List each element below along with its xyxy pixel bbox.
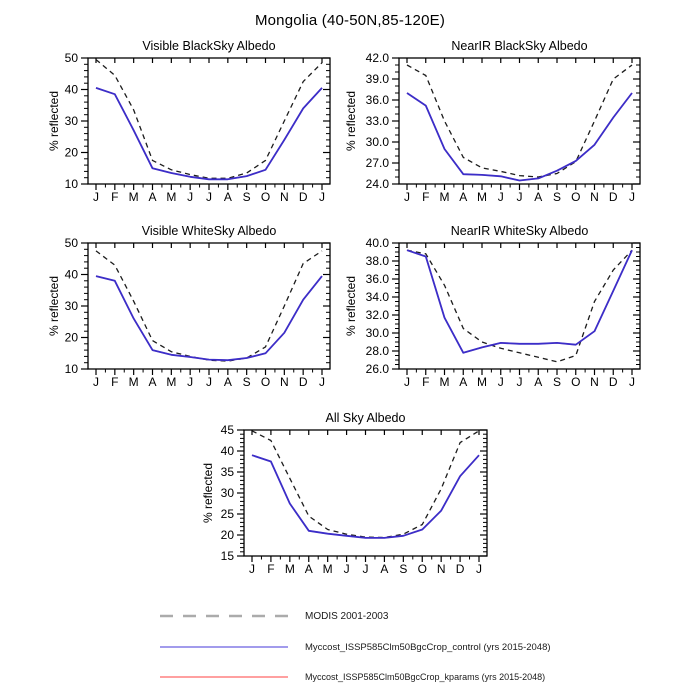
plot-frame [88, 58, 330, 184]
series-modis [252, 431, 479, 538]
x-tick-label: M [128, 375, 139, 389]
y-tick-label: 38.0 [365, 254, 389, 268]
y-tick-label: 20 [220, 528, 234, 542]
x-tick-label: F [422, 375, 430, 389]
x-tick-label: O [260, 190, 271, 204]
legend-line-modis-icon [160, 612, 288, 620]
plot-frame [88, 243, 330, 369]
chart-visible-blacksky [16, 32, 348, 220]
y-tick-label: 40 [64, 82, 78, 97]
x-tick-label: J [516, 375, 523, 389]
series-modis [96, 251, 322, 361]
x-tick-label: A [534, 190, 543, 204]
y-tick-label: 30 [220, 486, 234, 500]
chart-title: Visible BlackSky Albedo [142, 39, 276, 53]
x-tick-label: A [148, 190, 157, 204]
x-tick-label: D [608, 375, 618, 389]
x-tick-label: O [417, 562, 427, 576]
x-tick-label: J [497, 190, 504, 204]
x-tick-label: J [93, 190, 99, 204]
x-tick-label: J [319, 190, 325, 204]
x-tick-label: F [111, 375, 119, 389]
x-tick-label: M [166, 375, 177, 389]
x-tick-label: J [516, 190, 523, 204]
y-tick-label: 25 [220, 507, 234, 521]
x-tick-label: M [128, 190, 139, 204]
y-tick-label: 40 [64, 267, 78, 282]
x-tick-label: J [319, 375, 325, 389]
y-tick-label: 20 [64, 330, 78, 345]
series-control [252, 455, 479, 538]
legend-label-modis: MODIS 2001-2003 [305, 610, 389, 622]
legend-label-kparams: Myccost_ISSP585Clm50BgcCrop_kparams (yrs 2015-2048) [305, 672, 546, 682]
chart-visible-whitesky [16, 217, 348, 405]
x-tick-label: S [399, 562, 408, 576]
y-tick-label: 36.0 [365, 93, 389, 107]
plot-frame [399, 243, 640, 369]
chart-nearir-blacksky [327, 32, 658, 220]
legend-label-control: Myccost_ISSP585Clm50BgcCrop_control (yrs 2015-2048) [305, 641, 551, 653]
x-tick-label: J [476, 562, 482, 576]
x-tick-label: J [497, 375, 504, 389]
chart-nearir-whitesky [327, 217, 658, 405]
chart-title: NearIR BlackSky Albedo [451, 39, 588, 53]
y-tick-label: 32.0 [365, 308, 389, 322]
y-axis-title: % reflected [201, 462, 215, 524]
y-axis-title: % reflected [344, 275, 358, 337]
x-tick-label: N [590, 375, 599, 389]
x-tick-label: J [343, 562, 350, 576]
y-tick-label: 20 [64, 145, 78, 160]
page-title: Mongolia (40-50N,85-120E) [254, 12, 446, 29]
x-tick-label: M [166, 190, 177, 204]
plot-frame [399, 58, 640, 184]
series-control [96, 88, 322, 179]
y-tick-label: 10 [64, 177, 78, 191]
x-tick-label: J [187, 375, 194, 389]
y-tick-label: 26.0 [365, 362, 389, 376]
x-tick-label: J [249, 562, 255, 576]
x-tick-label: N [436, 562, 446, 576]
x-tick-label: A [380, 562, 389, 576]
x-tick-label: J [362, 562, 369, 576]
x-tick-label: A [534, 375, 543, 389]
y-tick-label: 30.0 [365, 135, 389, 149]
x-tick-label: J [93, 375, 99, 389]
x-tick-label: D [298, 375, 308, 389]
x-tick-label: M [439, 190, 450, 204]
legend-item-control [160, 641, 551, 653]
y-tick-label: 39.0 [365, 72, 389, 86]
series-modis [407, 65, 632, 177]
x-tick-label: O [260, 375, 271, 389]
x-tick-label: J [187, 190, 194, 204]
y-tick-label: 30.0 [365, 326, 389, 340]
y-tick-label: 45 [220, 423, 234, 437]
y-tick-label: 50 [64, 51, 78, 65]
legend-line-kparams-icon [160, 673, 288, 681]
y-tick-label: 42.0 [365, 51, 389, 65]
y-tick-label: 35 [220, 465, 234, 479]
x-tick-label: J [629, 190, 635, 204]
x-tick-label: M [284, 562, 295, 576]
x-tick-label: A [148, 375, 157, 389]
x-tick-label: F [111, 190, 119, 204]
legend-item-modis [160, 610, 388, 622]
y-tick-label: 34.0 [365, 290, 389, 304]
y-tick-label: 36.0 [365, 272, 389, 286]
y-tick-label: 10 [64, 362, 78, 376]
x-tick-label: D [608, 190, 618, 204]
series-control [407, 93, 632, 181]
x-tick-label: J [404, 190, 410, 204]
x-tick-label: S [552, 375, 562, 389]
series-control [96, 276, 322, 360]
y-tick-label: 40 [220, 444, 234, 458]
y-tick-label: 15 [220, 549, 234, 563]
series-kparams [407, 250, 632, 353]
chart-title: All Sky Albedo [325, 411, 406, 425]
x-tick-label: F [422, 190, 430, 204]
x-tick-label: N [279, 375, 289, 389]
y-tick-label: 40.0 [365, 236, 389, 250]
x-tick-label: S [552, 190, 562, 204]
series-control [407, 250, 632, 353]
x-tick-label: D [455, 562, 465, 576]
legend-line-control-icon [160, 643, 288, 651]
y-tick-label: 30 [64, 299, 78, 313]
legend-item-kparams [160, 671, 545, 683]
x-tick-label: M [322, 562, 333, 576]
chart-title: NearIR WhiteSky Albedo [450, 224, 589, 238]
x-tick-label: A [223, 375, 232, 389]
x-tick-label: S [242, 190, 251, 204]
chart-allsky [172, 404, 505, 592]
y-tick-label: 24.0 [365, 177, 389, 191]
y-tick-label: 28.0 [365, 344, 389, 358]
y-tick-label: 33.0 [365, 114, 389, 128]
y-tick-label: 30 [64, 114, 78, 128]
x-tick-label: N [590, 190, 599, 204]
x-tick-label: A [304, 562, 313, 576]
x-tick-label: N [279, 190, 289, 204]
x-tick-label: M [477, 375, 487, 389]
x-tick-label: O [571, 190, 581, 204]
x-tick-label: S [242, 375, 251, 389]
x-tick-label: J [404, 375, 410, 389]
x-tick-label: J [629, 375, 635, 389]
x-tick-label: D [298, 190, 308, 204]
x-tick-label: A [459, 375, 468, 389]
x-tick-label: M [439, 375, 450, 389]
x-tick-label: J [206, 375, 212, 389]
x-tick-label: O [571, 375, 581, 389]
y-tick-label: 27.0 [365, 156, 389, 170]
x-tick-label: M [477, 190, 487, 204]
series-modis [96, 60, 322, 179]
y-axis-title: % reflected [344, 90, 358, 152]
x-tick-label: F [267, 562, 275, 576]
series-kparams [407, 93, 632, 181]
y-tick-label: 50 [64, 236, 78, 250]
y-axis-title: % reflected [47, 275, 61, 337]
x-tick-label: J [206, 190, 212, 204]
chart-title: Visible WhiteSky Albedo [141, 224, 277, 238]
y-axis-title: % reflected [47, 90, 61, 152]
series-kparams [96, 276, 322, 360]
x-tick-label: A [459, 190, 468, 204]
x-tick-label: A [223, 190, 232, 204]
